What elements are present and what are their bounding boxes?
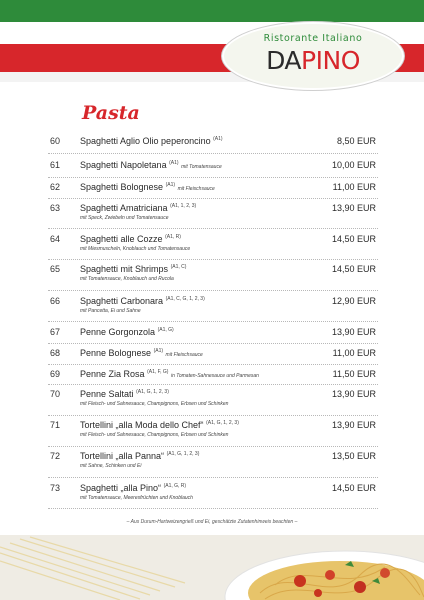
item-name: Spaghetti Amatriciana: [80, 203, 168, 213]
logo-wordmark: [224, 46, 402, 76]
item-separator: [48, 321, 378, 322]
item-description: mit Sahne, Schinken und Ei: [80, 463, 142, 469]
logo-subtitle: Ristorante Italiano: [263, 33, 363, 44]
item-number: 65: [50, 264, 61, 274]
item-separator: [48, 446, 378, 447]
item-inline-description: mit Fleischsauce: [165, 352, 203, 358]
item-name-line: [80, 203, 196, 213]
item-price: 8,50 EUR: [336, 136, 376, 146]
item-price: 13,50 EUR: [331, 451, 376, 461]
item-inline-description: mit Fleischsauce: [177, 186, 215, 192]
item-separator: [48, 508, 378, 509]
item-separator: [48, 384, 378, 385]
item-number: 67: [50, 327, 61, 337]
item-name: Tortellini „alla Moda dello Chef“: [80, 420, 204, 430]
item-number: 71: [50, 420, 61, 430]
item-allergens: (A1, 1, 2, 3): [170, 203, 197, 209]
item-separator: [48, 177, 378, 178]
item-name-line: [80, 348, 203, 358]
item-separator: [48, 364, 378, 365]
item-inline-description: mit Tomatensauce: [181, 164, 222, 170]
item-name-line: [80, 327, 174, 337]
item-number: 68: [50, 348, 61, 358]
section-title: Pasta: [82, 102, 140, 124]
item-name-line: [80, 234, 181, 244]
item-name: Penne Zia Rosa: [80, 369, 145, 379]
item-name-line: [80, 483, 186, 493]
item-allergens: (A1): [165, 182, 176, 188]
item-name-line: [80, 451, 199, 461]
item-separator: [48, 290, 378, 291]
item-allergens: (A1, G): [157, 327, 174, 333]
item-separator: [48, 228, 378, 229]
pasta-plate-illustration: [0, 535, 424, 600]
item-price: 13,90 EUR: [331, 389, 376, 399]
item-name: Spaghetti mit Shrimps: [80, 264, 169, 274]
item-name: Spaghetti Carbonara: [80, 296, 164, 306]
item-name: Penne Bolognese: [80, 348, 152, 358]
item-description: mit Fleisch- und Sahnesauce, Champignons, Erbsen und Schinken: [80, 401, 229, 407]
item-name-line: [80, 182, 215, 192]
item-number: 69: [50, 369, 61, 379]
item-separator: [48, 198, 378, 199]
item-number: 72: [50, 451, 61, 461]
item-separator: [48, 477, 378, 478]
item-description: mit Pancetta, Ei und Sahne: [80, 308, 141, 314]
logo-part-pino: PINO: [301, 46, 360, 75]
footer-note: – Aus Durum-Hartweizengrieß und Ei, geschätzte Zutatenhinweis beachten –: [126, 519, 298, 525]
item-allergens: (A1, F, G): [147, 369, 169, 375]
item-allergens: (A1): [169, 160, 179, 166]
item-name: Spaghetti „alla Pino“: [80, 483, 162, 493]
item-name-line: [80, 296, 205, 306]
item-name-line: [80, 264, 186, 274]
item-price: 11,50 EUR: [332, 369, 376, 379]
item-name-line: [80, 136, 223, 146]
flag-band-green: [0, 0, 424, 22]
item-allergens: (A1): [213, 136, 223, 142]
item-name: Penne Gorgonzola: [80, 327, 156, 337]
item-allergens: (A1, G, 1, 2, 3): [206, 420, 239, 426]
item-number: 70: [50, 389, 61, 399]
item-number: 60: [50, 136, 61, 146]
item-allergens: (A1, C): [170, 264, 187, 270]
item-description: mit Speck, Zwiebeln und Tomatensauce: [80, 215, 169, 221]
item-allergens: (A1, C, G, 1, 2, 3): [165, 296, 205, 302]
item-allergens: (A1): [153, 348, 164, 354]
item-price: 14,50 EUR: [331, 483, 376, 493]
item-price: 14,50 EUR: [331, 234, 376, 244]
item-price: 10,00 EUR: [331, 160, 376, 170]
item-description: mit Miesmuscheln, Knoblauch und Tomatensauce: [80, 246, 191, 252]
item-name-line: [80, 420, 239, 430]
restaurant-logo: [222, 22, 404, 90]
item-name: Tortellini „alla Panna“: [80, 451, 165, 461]
item-name-line: [80, 389, 169, 399]
item-allergens: (A1, G, R): [163, 483, 187, 489]
item-number: 62: [50, 182, 61, 192]
item-number: 73: [50, 483, 61, 493]
item-price: 11,00 EUR: [332, 348, 376, 358]
item-price: 11,00 EUR: [332, 182, 376, 192]
item-price: 13,90 EUR: [331, 420, 376, 430]
item-name-line: [80, 160, 222, 170]
food-photo: [0, 535, 424, 600]
item-price: 14,50 EUR: [331, 264, 376, 274]
item-price: 13,90 EUR: [331, 203, 376, 213]
item-price: 12,90 EUR: [331, 296, 376, 306]
item-inline-description: in Tomaten-Sahnesauce und Parmesan: [170, 373, 259, 379]
logo-part-da: DA: [266, 46, 302, 75]
item-name-line: [80, 369, 259, 379]
item-number: 64: [50, 234, 61, 244]
item-description: mit Tomatensauce, Meeresfrüchten und Knoblauch: [80, 495, 193, 501]
item-allergens: (A1, R): [165, 234, 181, 240]
item-allergens: (A1, G, 1, 2, 3): [166, 451, 200, 457]
item-description: mit Fleisch- und Sahnesauce, Champignons, Erbsen und Schinken: [80, 432, 229, 438]
item-allergens: (A1, G, 1, 2, 3): [136, 389, 169, 395]
item-separator: [48, 153, 378, 154]
item-name: Spaghetti alle Cozze: [80, 234, 163, 244]
item-separator: [48, 343, 378, 344]
item-separator: [48, 415, 378, 416]
item-separator: [48, 259, 378, 260]
item-name: Penne Saltati: [80, 389, 134, 399]
item-name: Spaghetti Bolognese: [80, 182, 164, 192]
item-number: 61: [50, 160, 61, 170]
item-price: 13,90 EUR: [331, 327, 376, 337]
item-number: 63: [50, 203, 61, 213]
item-name: Spaghetti Napoletana: [80, 160, 167, 170]
item-name: Spaghetti Aglio Olio peperoncino: [80, 136, 211, 146]
item-number: 66: [50, 296, 61, 306]
item-description: mit Tomatensauce, Knoblauch und Rucola: [80, 276, 174, 282]
